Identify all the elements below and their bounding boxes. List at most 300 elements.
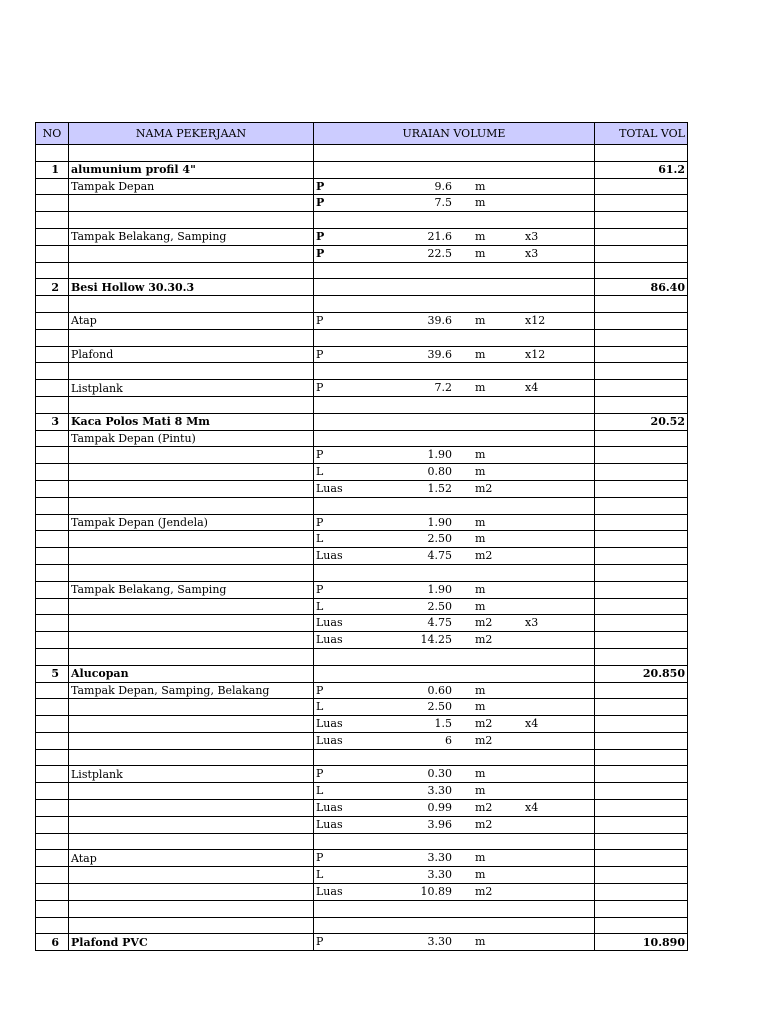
cell-total-vol[interactable] — [595, 548, 688, 565]
table-row — [36, 833, 688, 850]
cell-no[interactable] — [36, 145, 69, 162]
cell-total-vol[interactable] — [595, 850, 688, 867]
cell-no[interactable] — [36, 732, 69, 749]
cell-total-vol[interactable] — [595, 884, 688, 901]
cell-total-vol[interactable]: 10.890 — [595, 934, 688, 951]
cell-uraian-volume[interactable] — [314, 548, 595, 565]
cell-nama-pekerjaan[interactable] — [69, 245, 314, 262]
table-row — [36, 497, 688, 514]
cell-nama-pekerjaan[interactable] — [69, 262, 314, 279]
uraian-unit: m — [475, 347, 486, 361]
table-row — [36, 917, 688, 934]
table-row — [36, 178, 688, 195]
uraian-value: 22.5 — [427, 246, 452, 260]
cell-uraian-volume[interactable] — [314, 665, 595, 682]
cell-nama-pekerjaan[interactable] — [69, 145, 314, 162]
cell-uraian-volume[interactable] — [314, 766, 595, 783]
cell-total-vol[interactable] — [595, 497, 688, 514]
cell-total-vol[interactable] — [595, 329, 688, 346]
table-row — [36, 312, 688, 329]
table-row — [36, 531, 688, 548]
cell-total-vol[interactable] — [595, 581, 688, 598]
cell-uraian-volume[interactable] — [314, 145, 595, 162]
cell-nama-pekerjaan[interactable] — [69, 716, 314, 733]
cell-total-vol[interactable] — [595, 514, 688, 531]
uraian-unit: m — [475, 700, 486, 714]
uraian-unit: m — [475, 767, 486, 781]
uraian-value: 1.90 — [427, 448, 452, 462]
uraian-multiplier: x12 — [525, 347, 546, 361]
cell-nama-pekerjaan[interactable]: Kaca Polos Mati 8 Mm — [69, 413, 314, 430]
cell-nama-pekerjaan[interactable] — [69, 917, 314, 934]
cell-uraian-volume[interactable] — [314, 296, 595, 313]
cell-total-vol[interactable] — [595, 480, 688, 497]
uraian-unit: m — [475, 229, 486, 243]
header-nama-pekerjaan: NAMA PEKERJAAN — [69, 123, 314, 145]
cell-uraian-volume[interactable] — [314, 850, 595, 867]
uraian-label: Luas — [316, 801, 343, 815]
cell-no[interactable] — [36, 178, 69, 195]
uraian-value: 0.60 — [427, 683, 452, 697]
cell-uraian-volume[interactable] — [314, 279, 595, 296]
cell-nama-pekerjaan[interactable]: Plafond PVC — [69, 934, 314, 951]
cell-nama-pekerjaan[interactable]: Tampak Belakang, Samping — [69, 228, 314, 245]
uraian-value: 4.75 — [427, 616, 452, 630]
cell-total-vol[interactable] — [595, 195, 688, 212]
cell-no[interactable] — [36, 749, 69, 766]
cell-uraian-volume[interactable] — [314, 783, 595, 800]
cell-total-vol[interactable] — [595, 732, 688, 749]
cell-nama-pekerjaan[interactable] — [69, 396, 314, 413]
cell-nama-pekerjaan[interactable]: Tampak Depan, Samping, Belakang — [69, 682, 314, 699]
cell-total-vol[interactable] — [595, 396, 688, 413]
cell-total-vol[interactable] — [595, 145, 688, 162]
cell-no[interactable] — [36, 430, 69, 447]
uraian-unit: m — [475, 599, 486, 613]
cell-uraian-volume[interactable] — [314, 195, 595, 212]
uraian-unit: m — [475, 246, 486, 260]
table-row — [36, 346, 688, 363]
cell-uraian-volume[interactable] — [314, 447, 595, 464]
cell-uraian-volume[interactable] — [314, 699, 595, 716]
cell-total-vol[interactable] — [595, 346, 688, 363]
cell-total-vol[interactable] — [595, 464, 688, 481]
uraian-unit: m2 — [475, 633, 493, 647]
cell-no[interactable] — [36, 262, 69, 279]
cell-nama-pekerjaan[interactable] — [69, 867, 314, 884]
cell-total-vol[interactable] — [595, 598, 688, 615]
uraian-value: 3.30 — [427, 935, 452, 949]
table-row — [36, 800, 688, 817]
cell-nama-pekerjaan[interactable] — [69, 363, 314, 380]
cell-total-vol[interactable] — [595, 816, 688, 833]
cell-no[interactable] — [36, 396, 69, 413]
table-row — [36, 732, 688, 749]
uraian-value: 3.30 — [427, 851, 452, 865]
cell-no[interactable] — [36, 564, 69, 581]
cell-no[interactable] — [36, 464, 69, 481]
table-row — [36, 632, 688, 649]
cell-uraian-volume[interactable] — [314, 934, 595, 951]
cell-no[interactable] — [36, 195, 69, 212]
cell-nama-pekerjaan[interactable] — [69, 195, 314, 212]
uraian-value: 3.96 — [427, 817, 452, 831]
uraian-value: 9.6 — [434, 179, 452, 193]
cell-total-vol[interactable] — [595, 212, 688, 229]
cell-nama-pekerjaan[interactable]: Plafond — [69, 346, 314, 363]
cell-total-vol[interactable] — [595, 228, 688, 245]
cell-total-vol[interactable] — [595, 531, 688, 548]
cell-no[interactable] — [36, 682, 69, 699]
cell-total-vol[interactable] — [595, 447, 688, 464]
cell-no[interactable] — [36, 581, 69, 598]
cell-nama-pekerjaan[interactable] — [69, 296, 314, 313]
cell-uraian-volume[interactable] — [314, 615, 595, 632]
cell-nama-pekerjaan[interactable] — [69, 648, 314, 665]
uraian-unit: m — [475, 683, 486, 697]
cell-total-vol[interactable] — [595, 564, 688, 581]
cell-nama-pekerjaan[interactable] — [69, 833, 314, 850]
cell-no[interactable]: 6 — [36, 934, 69, 951]
cell-total-vol[interactable] — [595, 363, 688, 380]
cell-no[interactable] — [36, 917, 69, 934]
cell-total-vol[interactable] — [595, 615, 688, 632]
cell-no[interactable] — [36, 716, 69, 733]
uraian-value: 1.5 — [434, 717, 452, 731]
cell-no[interactable] — [36, 833, 69, 850]
cell-uraian-volume[interactable] — [314, 262, 595, 279]
uraian-unit: m — [475, 868, 486, 882]
cell-uraian-volume[interactable] — [314, 464, 595, 481]
uraian-unit: m — [475, 196, 486, 210]
cell-nama-pekerjaan[interactable] — [69, 632, 314, 649]
uraian-value: 3.30 — [427, 868, 452, 882]
uraian-value: 7.2 — [434, 381, 452, 395]
cell-no[interactable] — [36, 766, 69, 783]
cell-total-vol[interactable] — [595, 245, 688, 262]
uraian-unit: m — [475, 784, 486, 798]
uraian-unit: m2 — [475, 885, 493, 899]
uraian-multiplier: x4 — [525, 801, 539, 815]
table-row — [36, 548, 688, 565]
cell-no[interactable] — [36, 867, 69, 884]
cell-nama-pekerjaan[interactable] — [69, 900, 314, 917]
uraian-multiplier: x4 — [525, 381, 539, 395]
cell-nama-pekerjaan[interactable]: Atap — [69, 850, 314, 867]
cell-no[interactable]: 3 — [36, 413, 69, 430]
cell-no[interactable] — [36, 632, 69, 649]
cell-no[interactable]: 2 — [36, 279, 69, 296]
cell-no[interactable] — [36, 212, 69, 229]
uraian-label: P — [316, 851, 324, 865]
table-row — [36, 380, 688, 397]
cell-total-vol[interactable] — [595, 262, 688, 279]
cell-uraian-volume[interactable] — [314, 212, 595, 229]
uraian-label: P — [316, 179, 325, 193]
cell-uraian-volume[interactable] — [314, 430, 595, 447]
cell-uraian-volume[interactable] — [314, 480, 595, 497]
uraian-unit: m2 — [475, 801, 493, 815]
uraian-value: 39.6 — [427, 313, 452, 327]
cell-nama-pekerjaan[interactable]: Alucopan — [69, 665, 314, 682]
cell-nama-pekerjaan[interactable] — [69, 783, 314, 800]
cell-no[interactable] — [36, 816, 69, 833]
cell-no[interactable] — [36, 245, 69, 262]
table-row — [36, 329, 688, 346]
uraian-value: 1.90 — [427, 515, 452, 529]
uraian-value: 0.80 — [427, 465, 452, 479]
cell-nama-pekerjaan[interactable] — [69, 800, 314, 817]
table-row — [36, 867, 688, 884]
cell-total-vol[interactable] — [595, 749, 688, 766]
uraian-value: 1.90 — [427, 582, 452, 596]
cell-total-vol[interactable] — [595, 900, 688, 917]
uraian-unit: m2 — [475, 616, 493, 630]
uraian-label: P — [316, 229, 325, 243]
cell-nama-pekerjaan[interactable] — [69, 564, 314, 581]
cell-no[interactable] — [36, 329, 69, 346]
uraian-value: 2.50 — [427, 599, 452, 613]
uraian-value: 2.50 — [427, 700, 452, 714]
cell-no[interactable] — [36, 514, 69, 531]
cell-uraian-volume[interactable] — [314, 161, 595, 178]
cell-nama-pekerjaan[interactable]: Besi Hollow 30.30.3 — [69, 279, 314, 296]
cell-no[interactable] — [36, 346, 69, 363]
cell-total-vol[interactable] — [595, 833, 688, 850]
uraian-label: L — [316, 868, 324, 882]
cell-uraian-volume[interactable] — [314, 682, 595, 699]
cell-uraian-volume[interactable] — [314, 497, 595, 514]
cell-no[interactable] — [36, 312, 69, 329]
cell-uraian-volume[interactable] — [314, 800, 595, 817]
uraian-value: 7.5 — [434, 196, 452, 210]
cell-uraian-volume[interactable] — [314, 884, 595, 901]
cell-nama-pekerjaan[interactable] — [69, 464, 314, 481]
cell-nama-pekerjaan[interactable] — [69, 598, 314, 615]
table-row — [36, 195, 688, 212]
cell-total-vol[interactable] — [595, 430, 688, 447]
table-row — [36, 699, 688, 716]
cell-uraian-volume[interactable] — [314, 581, 595, 598]
cell-no[interactable] — [36, 228, 69, 245]
cell-uraian-volume[interactable] — [314, 648, 595, 665]
cell-total-vol[interactable] — [595, 917, 688, 934]
cell-total-vol[interactable] — [595, 682, 688, 699]
cell-nama-pekerjaan[interactable] — [69, 615, 314, 632]
cell-nama-pekerjaan[interactable] — [69, 749, 314, 766]
table-row — [36, 145, 688, 162]
cell-no[interactable] — [36, 699, 69, 716]
uraian-unit: m — [475, 465, 486, 479]
cell-nama-pekerjaan[interactable] — [69, 447, 314, 464]
uraian-label: P — [316, 683, 324, 697]
cell-nama-pekerjaan[interactable] — [69, 497, 314, 514]
cell-uraian-volume[interactable] — [314, 413, 595, 430]
uraian-label: Luas — [316, 549, 343, 563]
cell-no[interactable] — [36, 648, 69, 665]
cell-total-vol[interactable] — [595, 312, 688, 329]
uraian-unit: m2 — [475, 481, 493, 495]
cell-total-vol[interactable]: 20.850 — [595, 665, 688, 682]
cell-total-vol[interactable] — [595, 648, 688, 665]
cell-uraian-volume[interactable] — [314, 716, 595, 733]
cell-no[interactable] — [36, 480, 69, 497]
cell-nama-pekerjaan[interactable]: Listplank — [69, 766, 314, 783]
cell-no[interactable] — [36, 900, 69, 917]
cell-total-vol[interactable]: 20.52 — [595, 413, 688, 430]
cell-nama-pekerjaan[interactable] — [69, 480, 314, 497]
cell-uraian-volume[interactable] — [314, 363, 595, 380]
uraian-value: 14.25 — [420, 633, 452, 647]
cell-uraian-volume[interactable] — [314, 900, 595, 917]
cell-total-vol[interactable] — [595, 800, 688, 817]
table-row — [36, 161, 688, 178]
cell-total-vol[interactable] — [595, 296, 688, 313]
cell-no[interactable] — [36, 497, 69, 514]
cell-nama-pekerjaan[interactable]: Tampak Depan — [69, 178, 314, 195]
cell-no[interactable] — [36, 884, 69, 901]
cell-uraian-volume[interactable] — [314, 396, 595, 413]
uraian-label: P — [316, 347, 324, 361]
table-row — [36, 262, 688, 279]
cell-nama-pekerjaan[interactable] — [69, 548, 314, 565]
table-row — [36, 615, 688, 632]
table-row — [36, 447, 688, 464]
cell-nama-pekerjaan[interactable] — [69, 699, 314, 716]
cell-total-vol[interactable] — [595, 766, 688, 783]
cell-nama-pekerjaan[interactable]: alumunium profil 4" — [69, 161, 314, 178]
table-row — [36, 413, 688, 430]
uraian-label: P — [316, 313, 324, 327]
uraian-multiplier: x4 — [525, 717, 539, 731]
header-no: NO — [36, 123, 69, 145]
cell-nama-pekerjaan[interactable] — [69, 329, 314, 346]
header-row — [36, 123, 688, 145]
uraian-label: L — [316, 784, 324, 798]
uraian-label: P — [316, 381, 324, 395]
uraian-multiplier: x12 — [525, 313, 546, 327]
cell-total-vol[interactable]: 61.2 — [595, 161, 688, 178]
uraian-label: Luas — [316, 717, 343, 731]
cell-nama-pekerjaan[interactable]: Atap — [69, 312, 314, 329]
uraian-value: 4.75 — [427, 549, 452, 563]
cell-uraian-volume[interactable] — [314, 816, 595, 833]
cell-uraian-volume[interactable] — [314, 531, 595, 548]
cell-total-vol[interactable] — [595, 380, 688, 397]
cell-nama-pekerjaan[interactable]: Tampak Belakang, Samping — [69, 581, 314, 598]
uraian-unit: m — [475, 515, 486, 529]
cell-no[interactable] — [36, 548, 69, 565]
header-total-vol: TOTAL VOL — [595, 123, 688, 145]
uraian-label: L — [316, 599, 324, 613]
cell-uraian-volume[interactable] — [314, 514, 595, 531]
cell-nama-pekerjaan[interactable] — [69, 816, 314, 833]
cell-uraian-volume[interactable] — [314, 732, 595, 749]
cell-nama-pekerjaan[interactable] — [69, 531, 314, 548]
uraian-value: 0.30 — [427, 767, 452, 781]
cell-uraian-volume[interactable] — [314, 380, 595, 397]
uraian-multiplier: x3 — [525, 246, 539, 260]
cell-nama-pekerjaan[interactable] — [69, 884, 314, 901]
cell-total-vol[interactable] — [595, 178, 688, 195]
table-row — [36, 648, 688, 665]
table-row — [36, 850, 688, 867]
cell-total-vol[interactable] — [595, 632, 688, 649]
uraian-label: P — [316, 515, 324, 529]
cell-no[interactable] — [36, 783, 69, 800]
cell-uraian-volume[interactable] — [314, 228, 595, 245]
cell-no[interactable] — [36, 615, 69, 632]
uraian-label: Luas — [316, 733, 343, 747]
cell-no[interactable]: 1 — [36, 161, 69, 178]
cell-total-vol[interactable] — [595, 699, 688, 716]
table-row — [36, 430, 688, 447]
cell-no[interactable] — [36, 296, 69, 313]
uraian-unit: m — [475, 935, 486, 949]
cell-no[interactable] — [36, 447, 69, 464]
cell-uraian-volume[interactable] — [314, 329, 595, 346]
uraian-unit: m — [475, 448, 486, 462]
cell-no[interactable] — [36, 850, 69, 867]
uraian-multiplier: x3 — [525, 616, 539, 630]
cell-uraian-volume[interactable] — [314, 598, 595, 615]
table-row — [36, 766, 688, 783]
uraian-label: P — [316, 935, 324, 949]
cell-no[interactable] — [36, 800, 69, 817]
cell-nama-pekerjaan[interactable] — [69, 732, 314, 749]
table-row — [36, 212, 688, 229]
cell-no[interactable] — [36, 598, 69, 615]
table-row — [36, 245, 688, 262]
table-row — [36, 363, 688, 380]
table-row — [36, 279, 688, 296]
cell-total-vol[interactable] — [595, 867, 688, 884]
cell-uraian-volume[interactable] — [314, 312, 595, 329]
table-row — [36, 228, 688, 245]
cell-uraian-volume[interactable] — [314, 867, 595, 884]
cell-uraian-volume[interactable] — [314, 917, 595, 934]
cell-no[interactable] — [36, 531, 69, 548]
cell-total-vol[interactable] — [595, 716, 688, 733]
uraian-value: 1.52 — [427, 481, 452, 495]
cell-uraian-volume[interactable] — [314, 346, 595, 363]
uraian-label: Luas — [316, 633, 343, 647]
cell-nama-pekerjaan[interactable]: Listplank — [69, 380, 314, 397]
uraian-value: 2.50 — [427, 532, 452, 546]
table-row — [36, 464, 688, 481]
cell-nama-pekerjaan[interactable]: Tampak Depan (Pintu) — [69, 430, 314, 447]
cell-uraian-volume[interactable] — [314, 178, 595, 195]
cell-no[interactable]: 5 — [36, 665, 69, 682]
table-row — [36, 581, 688, 598]
cell-uraian-volume[interactable] — [314, 632, 595, 649]
cell-total-vol[interactable]: 86.40 — [595, 279, 688, 296]
cell-uraian-volume[interactable] — [314, 833, 595, 850]
cell-uraian-volume[interactable] — [314, 245, 595, 262]
uraian-value: 21.6 — [427, 229, 452, 243]
cell-nama-pekerjaan[interactable] — [69, 212, 314, 229]
uraian-label: P — [316, 767, 324, 781]
uraian-unit: m — [475, 179, 486, 193]
cell-no[interactable] — [36, 363, 69, 380]
cell-total-vol[interactable] — [595, 783, 688, 800]
cell-uraian-volume[interactable] — [314, 749, 595, 766]
cell-no[interactable] — [36, 380, 69, 397]
cell-nama-pekerjaan[interactable]: Tampak Depan (Jendela) — [69, 514, 314, 531]
volume-table — [35, 122, 688, 951]
uraian-label: P — [316, 246, 325, 260]
cell-uraian-volume[interactable] — [314, 564, 595, 581]
